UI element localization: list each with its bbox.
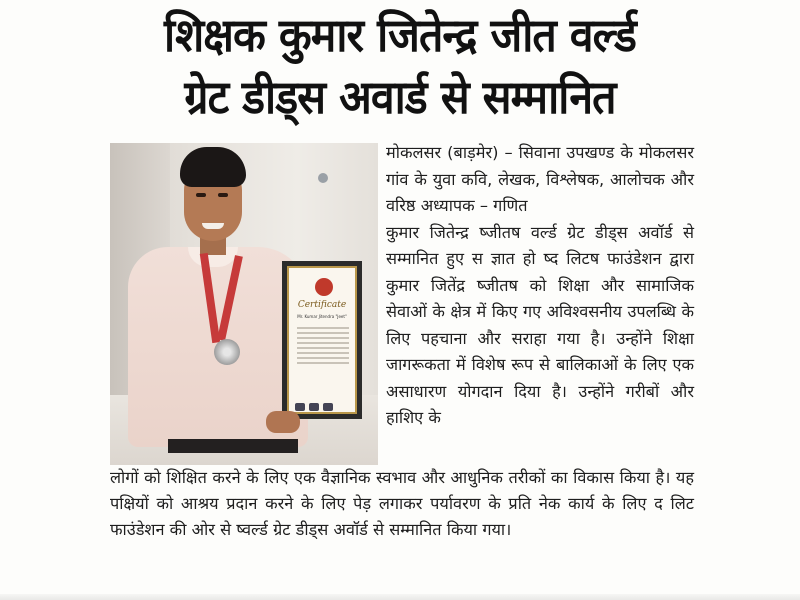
headline (0, 4, 800, 128)
article-column (386, 140, 694, 432)
certificate-emblem-icon (315, 278, 333, 296)
wall-fixture (318, 173, 328, 183)
hand (266, 411, 300, 433)
article-paragraph-intro: मोकलसर (बाड़मेर) – सिवाना उपखण्ड के मोकलसर गांव के युवा कवि, लेखक, विश्लेषक, आलोचक और वरिष्ठ अध्यापक – गणित (386, 143, 694, 215)
left-eye (196, 193, 206, 197)
article-paragraph-main: कुमार जितेन्द्र ष्जीतष वर्ल्ड ग्रेट डीड्स अवॉर्ड से सम्मानित हुए स ज्ञात हो ष्द लिटष फाउंडेशन द्वारा कुमार जितेंद्र ष्जीतष को शिक्षा और सामाजिक सेवाओं के क्षेत्र में किए गए अविश्वसनीय उपलब्धि के लिए पहचाना और सराहा गया है। उन्होंने शिक्षा जागरूकता में विशेष रूप से बालिकाओं के लिए एक असाधारण योगदान दिया है। उन्होंने गरीबों और हाशिए के (386, 222, 694, 427)
certificate (287, 266, 357, 414)
medal-icon (214, 339, 240, 365)
certificate-logos (295, 396, 353, 406)
article-wide-text (110, 465, 694, 544)
award-photo (110, 143, 378, 465)
article-paragraph-continued: लोगों को शिक्षित करने के लिए एक वैज्ञानिक स्वभाव और आधुनिक तरीकों का विकास किया है। यह पक्षियों को आश्रय प्रदान करने के लिए पेड़ लगाकर पर्यावरण के प्रति नेक कार्य के लिए द लिट फाउंडेशन की ओर से ष्वर्ल्ड ग्रेट डीड्स अवॉर्ड से सम्मानित किया गया। (110, 468, 694, 540)
smile (202, 223, 224, 229)
certificate-body-lines (297, 324, 349, 367)
headline-line-1: शिक्षक कुमार जितेन्द्र जीत वर्ल्ड (164, 8, 636, 62)
right-eye (218, 193, 228, 197)
page-edge (0, 594, 800, 600)
hair (180, 147, 246, 187)
belt (168, 439, 298, 453)
certificate-recipient: Mr. Kumar Jitendra "Jeet" (297, 314, 347, 319)
teacher-figure (118, 143, 347, 465)
certificate-title: Certificate (297, 300, 347, 310)
certificate-frame (282, 261, 362, 419)
headline-line-2: ग्रेट डीड्स अवार्ड से सम्मानित (184, 70, 616, 124)
